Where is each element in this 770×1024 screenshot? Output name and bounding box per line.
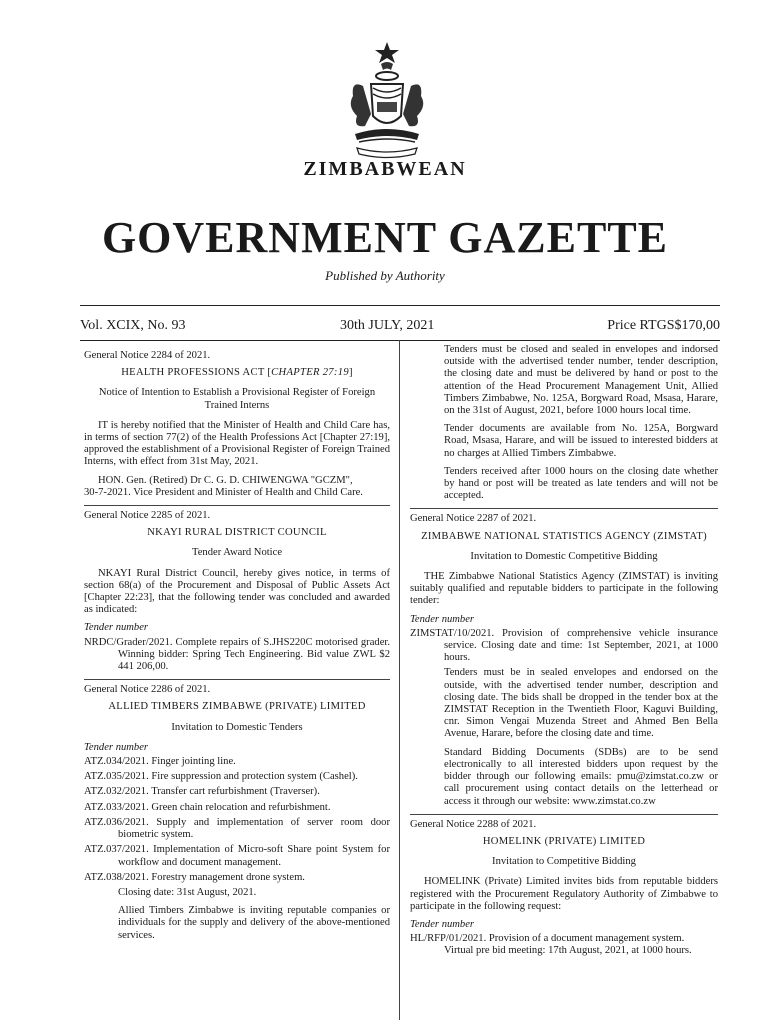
- notice-2285: [84, 510, 390, 673]
- tender-item: ATZ.035/2021. Fire suppression and protection system (Cashel).: [84, 771, 358, 783]
- tender-number-label: Tender number: [84, 741, 149, 753]
- tender-item: ZIMSTAT/10/2021. Provision of comprehensive vehicle insurance service. Closing date and time: 1st September, 2021, at 1000 hours.: [410, 627, 718, 664]
- notice-2284: [84, 350, 390, 499]
- notice-separator: [410, 508, 718, 509]
- tender-item: ATZ.033/2021. Green chain relocation and refurbishment.: [84, 801, 331, 813]
- notice-2287: [410, 513, 718, 807]
- masthead-title: GOVERNMENT GAZETTE: [101, 213, 669, 262]
- notice-body: THE Zimbabwe National Statistics Agency (ZIMSTAT) is inviting suitably qualified and reputable bidders to participate in the following tender:: [410, 571, 718, 607]
- notice-separator: [84, 505, 390, 506]
- notice-body: Tenders must be closed and sealed in envelopes and indorsed outside with the advertised tender number, tender description, the closing date and must be delivered by hand or post to the attention of the Head Procurement Management Unit, Allied Timbers Zimbabwe, No. 125A, Borgward Road, Msasa, Harare, on the 31st of August, 2021, before 1000 hours local time.: [444, 344, 718, 417]
- coat-of-arms-icon: [337, 40, 437, 162]
- notice-2286-continued: [410, 344, 718, 502]
- notice-body: HOMELINK (Private) Limited invites bids from reputable bidders registered with the Procurement Regulatory Authority of Zimbabwe to participate in the following request:: [410, 876, 718, 912]
- left-column: [84, 344, 390, 948]
- notice-heading: Tender Award Notice: [191, 547, 283, 559]
- notice-body: Standard Bidding Documents (SDBs) are to be send electronically to all interested bidders upon request by the bidder through our following emails: pmu@zimstat.co.zw or call procurement using contact details on the letterhead or access it through our website: www.zimstat.co.zw: [444, 746, 718, 807]
- act-title: [84, 367, 390, 379]
- notice-body: NKAYI Rural District Council, hereby gives notice, in terms of section 68(a) of the Procurement and Disposal of Public Assets Act [Chapter 22:23], that the following tender was concluded and awarded as indicated:: [84, 567, 390, 616]
- issue-date: 30th JULY, 2021: [340, 318, 435, 333]
- organisation-name: NKAYI RURAL DISTRICT COUNCIL: [147, 527, 327, 539]
- notice-number: General Notice 2284 of 2021.: [84, 350, 211, 361]
- notice-number: General Notice 2286 of 2021.: [84, 684, 211, 696]
- tender-item: NRDC/Grader/2021. Complete repairs of S.JHS220C motorised grader. Winning bidder: Spring Tech Engineering. Bid value ZWL $2 441 206,00.: [84, 636, 390, 673]
- notice-body: Tenders received after 1000 hours on the closing date whether by hand or post will be treated as late tenders and will not be accepted.: [444, 465, 718, 502]
- notice-heading: Notice of Intention to Establish a Provisional Register of Foreign Trained Interns: [98, 387, 376, 411]
- notice-body: Allied Timbers Zimbabwe is inviting reputable companies or individuals for the supply and delivery of the above-mentioned services.: [118, 905, 390, 941]
- tender-item: ATZ.032/2021. Transfer cart refurbishment (Traverser).: [84, 786, 320, 798]
- tender-item: HL/RFP/01/2021. Provision of a document management system.: [410, 933, 685, 945]
- closing-date: Closing date: 31st August, 2021.: [118, 886, 257, 898]
- signature-date: 30-7-2021. Vice President and Minister of Health and Child Care.: [84, 486, 363, 498]
- organisation-name: ALLIED TIMBERS ZIMBABWE (PRIVATE) LIMITED: [108, 701, 366, 713]
- column-divider: [399, 340, 400, 1020]
- issue-volume: Vol. XCIX, No. 93: [80, 318, 186, 333]
- masthead-country: ZIMBABWEAN: [303, 158, 467, 180]
- notice-number: General Notice 2288 of 2021.: [410, 818, 537, 830]
- right-column: [410, 344, 718, 964]
- act-bracket: ]: [348, 367, 353, 379]
- issue-line: [80, 318, 720, 336]
- tender-item: ATZ.038/2021. Forestry management drone system.: [84, 871, 305, 883]
- organisation-name: ZIMBABWE NATIONAL STATISTICS AGENCY (ZIMSTAT): [421, 530, 707, 542]
- notice-body: Tenders must be in sealed envelopes and endorsed on the outside, with the advertised tender number, description and closing date. The bids shall be dropped in the tender box at the ZIMSTAT Reception in the Twentieth Floor, Kaguvi Building, cnr. Simon Vengai Muzenda Street and Ahmed Ben Bella Avenue, Harare, before the closing date and time.: [444, 667, 718, 740]
- tender-number-label: Tender number: [84, 622, 149, 634]
- signatory: HON. Gen. (Retired) Dr C. G. D. CHIWENGWA "GCZM",: [98, 474, 353, 486]
- notice-number: General Notice 2287 of 2021.: [410, 513, 537, 525]
- masthead-rule: [80, 305, 720, 306]
- notice-heading: Invitation to Domestic Competitive Bidding: [470, 550, 658, 562]
- notice-2288: [410, 819, 718, 958]
- notice-body: Tender documents are available from No. 125A, Borgward Road, Msasa, Harare, and will be issued to interested bidders at no charges at Allied Timbers Zimbabwe.: [444, 423, 718, 459]
- tender-item: ATZ.034/2021. Finger jointing line.: [84, 756, 236, 768]
- notice-heading: Invitation to Domestic Tenders: [171, 721, 303, 733]
- organisation-name: HOMELINK (PRIVATE) LIMITED: [482, 835, 646, 847]
- notice-heading: Invitation to Competitive Bidding: [492, 856, 636, 868]
- notice-body: IT is hereby notified that the Minister of Health and Child Care has, in terms of section 77(2) of the Health Professions Act [Chapter 27:19], approved the establishment of a Provisional Register of Foreign Trained Interns, with effect from 31st May, 2021.: [84, 419, 390, 468]
- masthead-subtitle: Published by Authority: [325, 268, 445, 283]
- tender-number-label: Tender number: [410, 613, 475, 625]
- tender-number-label: Tender number: [410, 918, 475, 930]
- notice-2286: [84, 684, 390, 941]
- notice-separator: [84, 679, 390, 680]
- tender-item-detail: Virtual pre bid meeting: 17th August, 2021, at 1000 hours.: [444, 945, 692, 957]
- tender-item: ATZ.037/2021. Implementation of Micro-soft Share point System for workflow and document management.: [84, 844, 390, 868]
- tender-item: ATZ.036/2021. Supply and implementation of server room door biometric system.: [84, 816, 390, 841]
- notice-number: General Notice 2285 of 2021.: [84, 510, 211, 522]
- act-name: HEALTH PROFESSIONS ACT [: [121, 367, 272, 379]
- notice-separator: [410, 814, 718, 815]
- act-chapter: CHAPTER 27:19: [271, 367, 349, 379]
- issue-price: Price RTGS$170,00: [607, 318, 720, 333]
- issue-rule: [80, 340, 720, 341]
